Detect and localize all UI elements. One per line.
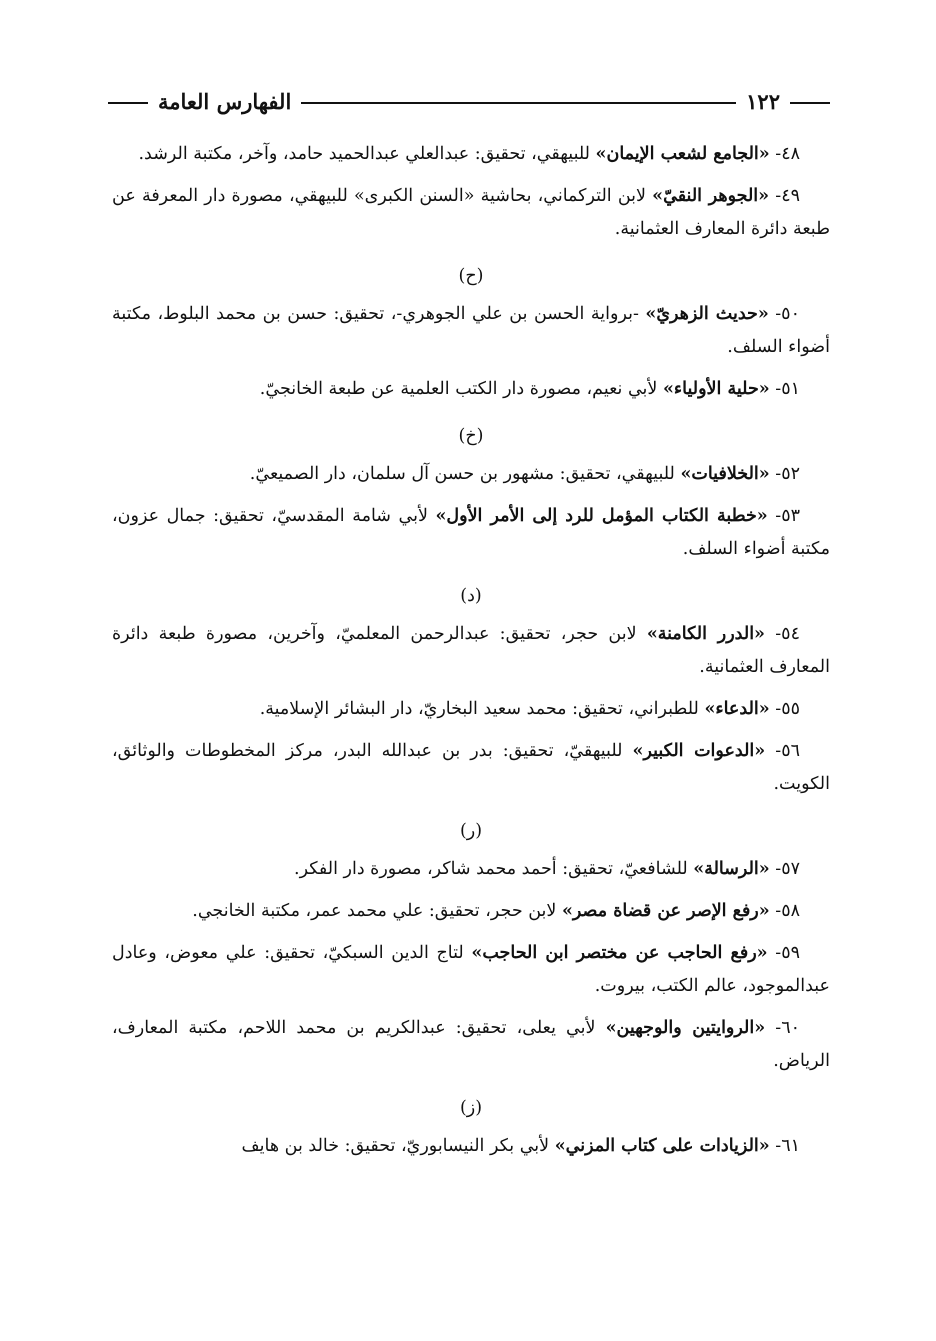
entry-number: ٦١- bbox=[769, 1136, 800, 1156]
index-entry bbox=[112, 1130, 830, 1163]
entry-number: ٥٩- bbox=[767, 943, 801, 963]
entry-details: -برواية الحسن بن علي الجوهري-، تحقيق: حسن بن محمد البلوط، مكتبة أضواء السلف. bbox=[112, 304, 830, 357]
entry-details: للبيهقيّ، تحقيق: بدر بن عبدالله البدر، مركز المخطوطات والوثائق، الكويت. bbox=[112, 741, 830, 794]
section-letter: (د) bbox=[460, 586, 482, 606]
entry-number: ٥٢- bbox=[769, 464, 800, 484]
entry-title: «الجوهر النقيّ» bbox=[652, 186, 770, 206]
entry-number: ٦٠- bbox=[765, 1018, 800, 1038]
index-entry bbox=[112, 895, 830, 928]
index-entry bbox=[112, 298, 830, 364]
index-entry bbox=[112, 500, 830, 566]
entry-number: ٥١- bbox=[769, 379, 800, 399]
entry-number: ٥٠- bbox=[768, 304, 800, 324]
entry-title: «الدعوات الكبير» bbox=[632, 741, 766, 761]
section-group bbox=[112, 422, 830, 566]
entry-details: لأبي يعلى، تحقيق: عبدالكريم بن محمد اللاحم، مكتبة المعارف، الرياض. bbox=[112, 1018, 830, 1071]
page-number: ١٢٢ bbox=[746, 89, 780, 114]
entry-title: «الدرر الكامنة» bbox=[646, 624, 765, 644]
page-header bbox=[108, 84, 830, 114]
entry-title: «رفع الإصر عن قضاة مصر» bbox=[561, 901, 770, 921]
entry-number: ٥٨- bbox=[769, 901, 800, 921]
index-entry bbox=[112, 618, 830, 684]
header-rule-right bbox=[790, 102, 830, 104]
entry-title: «حلية الأولياء» bbox=[662, 379, 770, 399]
section-letter: (ز) bbox=[459, 1098, 483, 1118]
index-entry bbox=[112, 180, 830, 246]
entry-details: لابن حجر، تحقيق: عبدالرحمن المعلميّ، وآخرين، مصورة طبعة دائرة المعارف العثمانية. bbox=[112, 624, 830, 677]
entry-number: ٥٧- bbox=[769, 859, 800, 879]
section-group bbox=[112, 1094, 830, 1163]
entry-title: «الجامع لشعب الإيمان» bbox=[595, 144, 770, 164]
entry-title: «الزيادات على كتاب المزني» bbox=[554, 1136, 770, 1156]
entry-details: لتاج الدين السبكيّ، تحقيق: علي معوض، وعادل عبدالموجود، عالم الكتب، بيروت. bbox=[112, 943, 830, 996]
entry-title: «الدعاء» bbox=[704, 699, 770, 719]
section-group bbox=[112, 582, 830, 801]
entry-title: «الخلافيات» bbox=[680, 464, 770, 484]
entry-title: «رفع الحاجب عن مختصر ابن الحاجب» bbox=[471, 943, 768, 963]
entry-number: ٥٦- bbox=[765, 741, 800, 761]
entry-number: ٥٥- bbox=[769, 699, 800, 719]
entry-details: للبيهقي، تحقيق: عبدالعلي عبدالحميد حامد، وآخر، مكتبة الرشد. bbox=[138, 144, 596, 164]
index-entry bbox=[112, 693, 830, 726]
entry-details: لابن حجر، تحقيق: علي محمد عمر، مكتبة الخانجي. bbox=[192, 901, 562, 921]
index-entry bbox=[112, 937, 830, 1003]
entry-title: «الرسالة» bbox=[693, 859, 770, 879]
entry-details: لأبي نعيم، مصورة دار الكتب العلمية عن طبعة الخانجيّ. bbox=[259, 379, 663, 399]
section-letter: (ر) bbox=[459, 821, 483, 841]
section-group bbox=[112, 817, 830, 1078]
entry-details: لأبي شامة المقدسيّ، تحقيق: جمال عزون، مكتبة أضواء السلف. bbox=[112, 506, 830, 559]
section-letter: (ح) bbox=[458, 266, 484, 286]
index-entry bbox=[112, 373, 830, 406]
index-content bbox=[112, 138, 830, 1172]
entry-details: للطبراني، تحقيق: محمد سعيد البخاريّ، دار البشائر الإسلامية. bbox=[259, 699, 705, 719]
running-title: الفهارس العامة bbox=[158, 89, 292, 114]
section-group bbox=[112, 262, 830, 406]
entry-number: ٥٣- bbox=[767, 506, 800, 526]
index-entry bbox=[112, 853, 830, 886]
entry-number: ٤٩- bbox=[769, 186, 800, 206]
index-entry bbox=[112, 138, 830, 171]
entry-details: للشافعيّ، تحقيق: أحمد محمد شاكر، مصورة دار الفكر. bbox=[294, 859, 694, 879]
entry-title: «حديث الزهريّ» bbox=[645, 304, 769, 324]
index-entry bbox=[112, 735, 830, 801]
entry-title: «خطبة الكتاب المؤمل للرد إلى الأمر الأول» bbox=[435, 506, 768, 526]
index-entry bbox=[112, 1012, 830, 1078]
index-entry bbox=[112, 458, 830, 491]
section-group bbox=[112, 138, 830, 246]
entry-details: لابن التركماني، بحاشية «السنن الكبرى» للبيهقي، مصورة دار المعرفة عن طبعة دائرة المعارف العثمانية. bbox=[112, 186, 830, 239]
header-rule bbox=[301, 102, 736, 104]
entry-title: «الروايتين والوجهين» bbox=[605, 1018, 766, 1038]
header-rule-left bbox=[108, 102, 148, 104]
entry-number: ٤٨- bbox=[769, 144, 800, 164]
entry-details: لأبي بكر النيسابوريّ، تحقيق: خالد بن هايف bbox=[241, 1136, 555, 1156]
section-letter: (خ) bbox=[458, 426, 484, 446]
entry-number: ٥٤- bbox=[765, 624, 800, 644]
entry-details: للبيهقي، تحقيق: مشهور بن حسن آل سلمان، دار الصميعيّ. bbox=[249, 464, 681, 484]
